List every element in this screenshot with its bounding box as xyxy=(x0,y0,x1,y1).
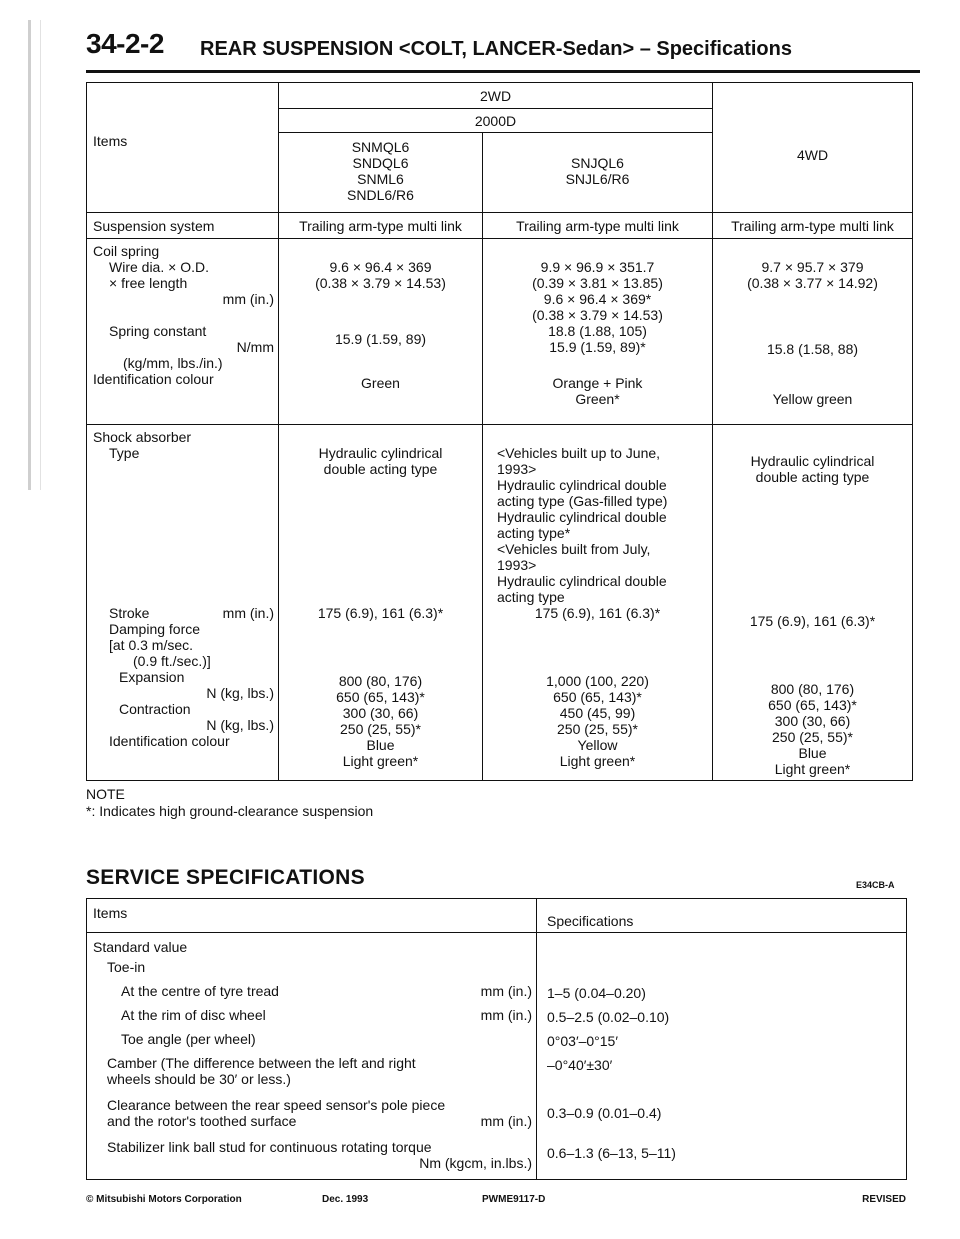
footer-date: Dec. 1993 xyxy=(322,1194,369,1205)
service-row-value: 1–5 (0.04–0.20) xyxy=(537,977,907,1003)
section-number: 34-2-2 xyxy=(86,28,164,59)
service-standard-row xyxy=(87,933,907,956)
coil-c: 9.7 × 95.7 × 379 (0.38 × 3.77 × 14.92) 15.8 (1.58, 88) Yellow green xyxy=(713,239,913,425)
coil-label: Coil spring xyxy=(93,243,160,259)
service-row-value: 0.3–0.9 (0.01–0.4) xyxy=(537,1089,907,1131)
service-title: SERVICE SPECIFICATIONS xyxy=(86,866,365,889)
service-row-value: –0°40′±30′ xyxy=(537,1051,907,1089)
service-row-label-2: wheels should be 30′ or less.) xyxy=(107,1071,291,1087)
coil-labels: Coil spring Wire dia. × O.D. × free length mm (in.) Spring constant N/mm (kg/mm, lbs./in.) Identification colour xyxy=(87,239,279,425)
header-rule xyxy=(86,70,920,73)
shock-absorber-row xyxy=(87,425,913,781)
coil-spring-row xyxy=(87,239,913,425)
service-row-label: At the centre of tyre tread xyxy=(121,983,279,999)
page-title: REAR SUSPENSION <COLT, LANCER-Sedan> – Specifications xyxy=(200,38,792,60)
standard-value-label: Standard value xyxy=(87,933,537,956)
shock-a: Hydraulic cylindrical double acting type 175 (6.9), 161 (6.3)* 800 (80, 176) 650 (65, 143)* 300 (30, 66) 250 (25, 55)* Blue Light green* xyxy=(279,425,483,781)
service-row-label: Toe angle (per wheel) xyxy=(87,1027,537,1051)
items-header: Items xyxy=(87,83,279,213)
service-row xyxy=(87,1003,907,1027)
service-toe-in-row xyxy=(87,955,907,977)
spec-header-row-1 xyxy=(87,83,913,109)
service-row xyxy=(87,1089,907,1131)
specifications-table xyxy=(86,82,913,781)
service-row xyxy=(87,1027,907,1051)
service-row-label: At the rim of disc wheel xyxy=(121,1007,266,1023)
suspension-a: Trailing arm-type multi link xyxy=(279,213,483,239)
service-row-label: Camber (The difference between the left and right xyxy=(107,1055,416,1071)
page-header xyxy=(86,26,920,74)
shock-c: Hydraulic cylindrical double acting type 175 (6.9), 161 (6.3)* 800 (80, 176) 650 (65, 143)* 300 (30, 66) 250 (25, 55)* Blue Light green* xyxy=(713,425,913,781)
service-row xyxy=(87,1051,907,1089)
col-4wd: 4WD xyxy=(713,83,913,213)
service-row-unit: mm (in.) xyxy=(480,1007,532,1023)
suspension-b: Trailing arm-type multi link xyxy=(483,213,713,239)
service-row-unit: mm (in.) xyxy=(480,1113,532,1129)
service-row-value: 0.6–1.3 (6–13, 5–11) xyxy=(537,1131,907,1180)
coil-b: 9.9 × 96.9 × 351.7 (0.39 × 3.81 × 13.85) 9.6 × 96.4 × 369* (0.38 × 3.79 × 14.53) 18.8 (1.88, 105) 15.9 (1.59, 89)* Orange + Pink Green* xyxy=(483,239,713,425)
service-header-row xyxy=(87,899,907,933)
service-row-unit: Nm (kgcm, in.lbs.) xyxy=(419,1155,532,1171)
col-2wd: 2WD xyxy=(279,83,713,109)
col-2000d: 2000D xyxy=(279,109,713,133)
footer-doc-number: PWME9117-D xyxy=(482,1194,546,1205)
suspension-c: Trailing arm-type multi link xyxy=(713,213,913,239)
service-row-unit: mm (in.) xyxy=(480,983,532,999)
page-footer xyxy=(86,1194,906,1210)
table-note xyxy=(86,786,373,820)
binding-edge-line xyxy=(40,20,41,490)
service-row-label-2: and the rotor's toothed surface xyxy=(107,1113,297,1129)
service-code: E34CB-A xyxy=(856,880,895,890)
footer-copyright: © Mitsubishi Motors Corporation xyxy=(86,1194,242,1205)
service-items-header: Items xyxy=(87,899,537,933)
service-row-value: 0°03′–0°15′ xyxy=(537,1027,907,1051)
note-title: NOTE xyxy=(86,786,125,802)
model-a: SNMQL6 SNDQL6 SNML6 SNDL6/R6 xyxy=(279,133,483,213)
service-spec-table xyxy=(86,898,907,1180)
toe-in-label: Toe-in xyxy=(87,955,537,977)
service-row-label: Clearance between the rear speed sensor's pole piece xyxy=(107,1097,446,1113)
service-specs-header: Specifications xyxy=(537,899,907,933)
binding-edge xyxy=(28,20,31,490)
shock-b: <Vehicles built up to June, 1993> Hydraulic cylindrical double acting type (Gas-filled type) Hydraulic cylindrical double acting type* <Vehicles built from July, 1993> Hydraulic cylindrical double acting type 175 (6.9), 161 (6.3)* 1,000 (100, 220) 650 (65, 143)* 450 (45, 99) 250 (25, 55)* Yellow Light green* xyxy=(483,425,713,781)
suspension-label: Suspension system xyxy=(87,213,279,239)
shock-label: Shock absorber xyxy=(93,429,192,445)
note-text: *: Indicates high ground-clearance suspension xyxy=(86,803,374,819)
service-row xyxy=(87,1131,907,1180)
service-row-value: 0.5–2.5 (0.02–0.10) xyxy=(537,1003,907,1027)
model-b: SNJQL6 SNJL6/R6 xyxy=(483,133,713,213)
service-row xyxy=(87,977,907,1003)
suspension-row xyxy=(87,213,913,239)
service-row-label: Stabilizer link ball stud for continuous rotating torque xyxy=(107,1139,432,1155)
shock-labels: Shock absorber Type Stroke mm (in.) Damping force [at 0.3 m/sec. (0.9 ft./sec.)] Expansion N (kg, lbs.) Contraction N (kg, lbs.) Identification colour xyxy=(87,425,279,781)
coil-a: 9.6 × 96.4 × 369 (0.38 × 3.79 × 14.53) 15.9 (1.59, 89) Green xyxy=(279,239,483,425)
footer-status: REVISED xyxy=(862,1194,906,1205)
